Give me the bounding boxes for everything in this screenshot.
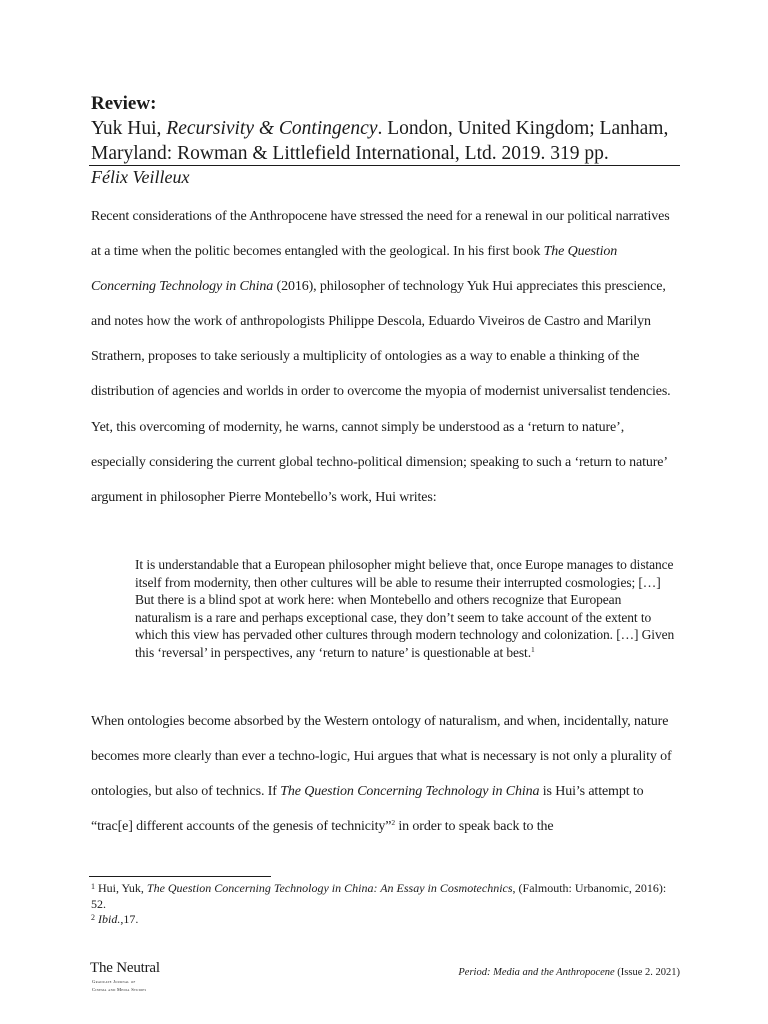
paragraph-book-title: The Question Concerning Technology in China	[280, 784, 540, 800]
logo-subtitle-2: Cinema and Media Studies	[92, 987, 147, 992]
review-label: Review:	[91, 93, 157, 114]
footnote-title: The Question Concerning Technology in China: An Essay in Cosmotechnics	[146, 881, 513, 895]
footnote-reference-1[interactable]: 1	[531, 644, 535, 654]
footnote-mark: 2	[91, 913, 95, 922]
footnote-reference-2[interactable]: 2	[391, 818, 396, 828]
paragraph-text: (2016), philosopher of technology Yuk Hui appreciates this prescience, and notes how the work of anthropologists Philippe Descola, Eduardo Viveiros de Castro and Marilyn Strathern, proposes to take seriously a multiplicity of ontologies as a way to enable a thinking of the distribution of agencies and worlds in order to overcome the myopia of modernist universalist tendencies. Yet, this overcoming of modernity, he warns, cannot simply be understood as a ‘return to nature’, especially considering the current global techno-political dimension; speaking to such a ‘return to nature’ argument in philosopher Pierre Montebello’s work, Hui writes:	[91, 279, 671, 505]
period-label: Period: Media and the Anthropocene	[458, 967, 615, 978]
paragraph-text: is Hui’s attempt to “trac[e] different accounts of the genesis of technicity”	[91, 784, 644, 835]
logo-subtitle-1: Graduate Journal of	[92, 979, 136, 984]
publication-details: . London, United Kingdom; Lanham, Maryland: Rowman & Littlefield International, Ltd. 2019. 319 pp.	[91, 118, 669, 164]
footnote-text: ,17.	[120, 912, 139, 926]
paragraph-text: in order to speak back to the	[395, 819, 554, 835]
quote-text: It is understandable that a European philosopher might believe that, once Europe manages to distance itself from modernity, then other cultures will be able to resume their interrupted cosmologies; […] But there is a blind spot at work here: when Montebello and others recognize that European naturalism is a rare and perhaps exceptional case, they don’t seem to take account of the extent to which this view has pervaded other cultures through modern technology and colonization. […] Given this ‘reversal’ in perspectives, any ‘return to nature’ is questionable at best.	[135, 557, 675, 660]
footnote-1	[91, 881, 681, 912]
footnotes	[91, 881, 681, 928]
paragraph-book-title: The Question Concerning Technology in China	[91, 244, 618, 295]
footnote-2	[91, 912, 681, 928]
body-paragraph-1	[91, 199, 681, 515]
footnote-text: Hui, Yuk,	[95, 881, 147, 895]
block-quote	[135, 556, 680, 661]
footnote-rule	[89, 876, 271, 877]
paragraph-text: When ontologies become absorbed by the Western ontology of naturalism, and when, incidentally, nature becomes more clearly than ever a techno-logic, Hui argues that what is necessary is not only a plurality of ontologies, but also of technics. If	[91, 714, 672, 800]
logo-title: The Neutral	[90, 960, 160, 976]
book-citation	[91, 116, 691, 166]
reviewer-name: Félix Veilleux	[91, 167, 190, 187]
footnote-text: , (Falmouth: Urbanomic, 2016): 52.	[91, 881, 667, 911]
journal-logo	[90, 960, 160, 993]
body-paragraph-2	[91, 704, 681, 844]
footnote-title: Ibid.	[98, 912, 121, 926]
book-author: Yuk Hui,	[91, 118, 167, 139]
issue-info: (Issue 2. 2021)	[614, 967, 680, 978]
paragraph-text: Recent considerations of the Anthropocene have stressed the need for a renewal in our political narratives at a time when the politic becomes entangled with the geological. In his first book	[91, 209, 670, 260]
issue-footer	[458, 966, 680, 979]
book-title: Recursivity & Contingency	[166, 118, 378, 139]
footnote-mark: 1	[91, 882, 95, 891]
